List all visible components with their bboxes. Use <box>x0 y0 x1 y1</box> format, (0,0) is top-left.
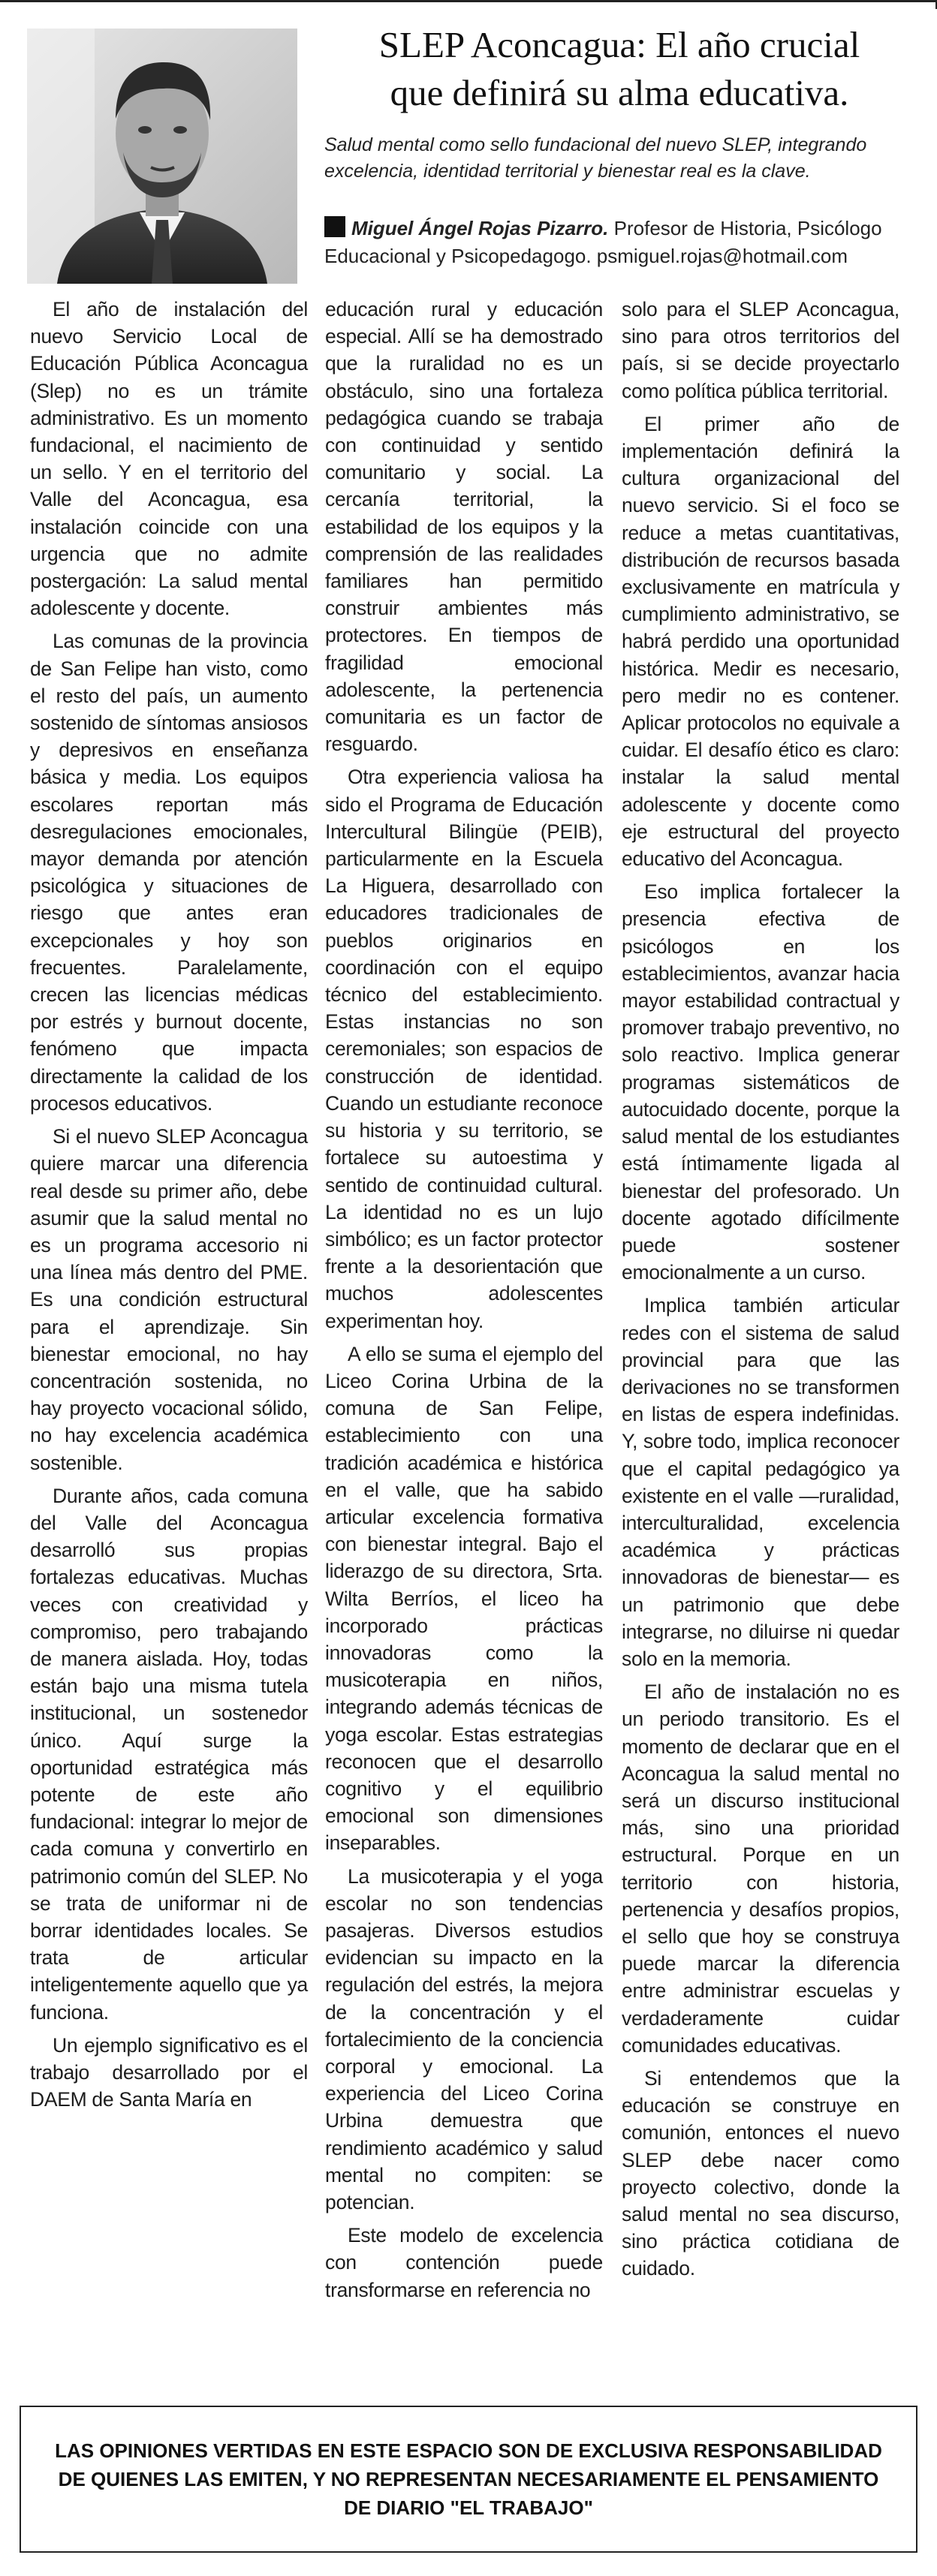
author-portrait-image <box>27 29 297 284</box>
top-corner-rule <box>925 0 937 9</box>
paragraph: Si entendemos que la educación se construye en comunión, entonces el nuevo SLEP debe nacer como proyecto colectivo, donde la salud mental no sea discurso, sino práctica cotidiana de cuidado. <box>622 2067 899 2280</box>
author-name: Miguel Ángel Rojas Pizarro. <box>351 217 609 239</box>
author-description: Profesor de Historia, Psicólogo Educacional y Psicopedagogo. psmiguel.rojas@hotmail.com <box>324 217 882 267</box>
paragraph: Durante años, cada comuna del Valle del Aconcagua desarrolló sus propias fortalezas educativas. Muchas veces con creatividad y compromiso, pero trabajando de manera aislada. Hoy, todas están bajo una misma tutela institucional, un sostenedor único. Aquí surge la oportunidad estratégica más potente de este año fundacional: integrar lo mejor de cada comuna y convertirlo en patrimonio común del SLEP. No se trata de uniformar ni de borrar identidades locales. Se trata de articular inteligentemente aquello que ya funciona. <box>30 1484 308 2024</box>
byline <box>324 215 917 270</box>
paragraph: solo para el SLEP Aconcagua, sino para otros territorios del país, si se decide proyectarlo como política pública territorial. <box>622 298 899 402</box>
paragraph: El año de instalación del nuevo Servicio Local de Educación Pública Aconcagua (Slep) no es un trámite administrativo. Es un momento fundacional, el nacimiento de un sello. Y en el territorio del Valle del Aconcagua, esa instalación coincide con una urgencia que no admite postergación: La salud mental adolescente y docente. <box>30 298 308 620</box>
paragraph: Las comunas de la provincia de San Felipe han visto, como el resto del país, un aumento sostenido de síntomas ansiosos y depresivos en enseñanza básica y media. Los equipos escolares reportan más desregulaciones emocionales, mayor demanda por atención psicológica y situaciones de riesgo que antes eran excepcionales y hoy son frecuentes. Paralelamente, crecen las licencias médicas por estrés y burnout docente, fenómeno que impacta directamente la calidad de los procesos educativos. <box>30 630 308 1115</box>
paragraph: El primer año de implementación definirá la cultura organizacional del nuevo servicio. Si el foco se reduce a metas cuantitativas, distribución de recursos basada exclusivamente en matrícula y cumplimiento administrativo, se habrá perdido una oportunidad histórica. Medir es necesario, pero medir no es contener. Aplicar protocolos no equivale a cuidar. El desafío ético es claro: instalar la salud mental adolescente y docente como eje estructural del proyecto educativo del Aconcagua. <box>622 412 899 871</box>
author-photo <box>27 29 297 284</box>
paragraph: El año de instalación no es un periodo transitorio. Es el momento de declarar que en el Aconcagua la salud mental no será un discurso institucional más, sino una prioridad estructural. Porque en un territorio con historia, pertenencia y desafíos propios, el sello que hoy se construya puede marcar la diferencia entre administrar escuelas y verdaderamente cuidar comunidades educativas. <box>622 1681 899 2057</box>
paragraph: La musicoterapia y el yoga escolar no son tendencias pasajeras. Diversos estudios evidencian su impacto en la regulación del estrés, la mejora de la concentración y el fortalecimiento de la conciencia corporal y emocional. La experiencia del Liceo Corina Urbina demuestra que rendimiento académico y salud mental no compiten: se potencian. <box>325 1864 603 2214</box>
paragraph: educación rural y educación especial. Allí se ha demostrado que la ruralidad no es un obstáculo, sino una fortaleza pedagógica cuando se trabaja con continuidad y sentido comunitario y social. La cercanía territorial, la estabilidad de los equipos y la comprensión de las realidades familiares han permitido construir ambientes más protectores. En tiempos de fragilidad emocional adolescente, la pertenencia comunitaria es un factor de resguardo. <box>325 298 603 756</box>
article-column-1 <box>30 296 308 2113</box>
byline-square-icon <box>324 216 345 237</box>
disclaimer-box <box>20 2406 917 2553</box>
article-title-line-2: que definirá su alma educativa. <box>390 72 849 113</box>
article-column-3 <box>622 296 899 2283</box>
paragraph: Eso implica fortalecer la presencia efectiva de psicólogos en los establecimientos, avanzar hacia mayor estabilidad contractual y promover trabajo preventivo, no solo reactivo. Implica generar programas sistemáticos de autocuidado docente, porque la salud mental de los estudiantes está íntimamente ligada al bienestar del profesorado. Un docente agotado difícilmente puede sostener emocionalmente a un curso. <box>622 880 899 1284</box>
disclaimer-text: LAS OPINIONES VERTIDAS EN ESTE ESPACIO SON DE EXCLUSIVA RESPONSABILIDAD DE QUIENES LAS EMITEN, Y NO REPRESENTAN NECESARIAMENTE EL PENSAMIENTO DE DIARIO "EL TRABAJO" <box>55 2439 882 2519</box>
paragraph: Implica también articular redes con el sistema de salud provincial para que las derivaciones no se transformen en listas de espera indefinidas. Y, sobre todo, implica reconocer que el capital pedagógico ya existente en el valle —ruralidad, interculturalidad, excelencia académica y prácticas innovadoras de bienestar— es un patrimonio que debe integrarse, no diluirse ni quedar solo en la memoria. <box>622 1294 899 1670</box>
article-title <box>323 21 916 117</box>
paragraph: Otra experiencia valiosa ha sido el Programa de Educación Intercultural Bilingüe (PEIB), particularmente en la Escuela La Higuera, desarrollado con educadores tradicionales de pueblos originarios en coordinación con el equipo técnico del establecimiento. Estas instancias no son ceremoniales; son espacios de construcción de identidad. Cuando un estudiante reconoce su historia y su territorio, se fortalece su autoestima y sentido de continuidad cultural. La identidad no es un lujo simbólico; es un factor protector frente a la desorientación que muchos adolescentes experimentan hoy. <box>325 766 603 1332</box>
top-rule <box>0 0 937 2</box>
paragraph: Este modelo de excelencia con contención puede transformarse en referencia no <box>325 2224 603 2301</box>
paragraph: Un ejemplo significativo es el trabajo desarrollado por el DAEM de Santa María en <box>30 2033 308 2111</box>
article-column-2 <box>325 296 603 2304</box>
paragraph: Si el nuevo SLEP Aconcagua quiere marcar una diferencia real desde su primer año, debe asumir que la salud mental no es un programa accesorio ni una línea más dentro del PME. Es una condición estructural para el aprendizaje. Sin bienestar emocional, no hay concentración sostenida, no hay proyecto vocacional sólido, no hay excelencia académica sostenible. <box>30 1125 308 1474</box>
article-subtitle: Salud mental como sello fundacional del nuevo SLEP, integrando excelencia, identidad territorial y bienestar real es la clave. <box>324 134 867 182</box>
article-title-line-1: SLEP Aconcagua: El año crucial <box>378 24 860 65</box>
paragraph: A ello se suma el ejemplo del Liceo Corina Urbina de la comuna de San Felipe, establecimiento con una tradición académica e histórica en el valle, que ha sabido articular excelencia formativa con bienestar integral. Bajo el liderazgo de su directora, Srta. Wilta Berríos, el liceo ha incorporado prácticas innovadoras como la musicoterapia en niños, integrando además técnicas de yoga escolar. Estas estrategias reconocen que el desarrollo cognitivo y el equilibrio emocional son dimensiones inseparables. <box>325 1342 603 1855</box>
